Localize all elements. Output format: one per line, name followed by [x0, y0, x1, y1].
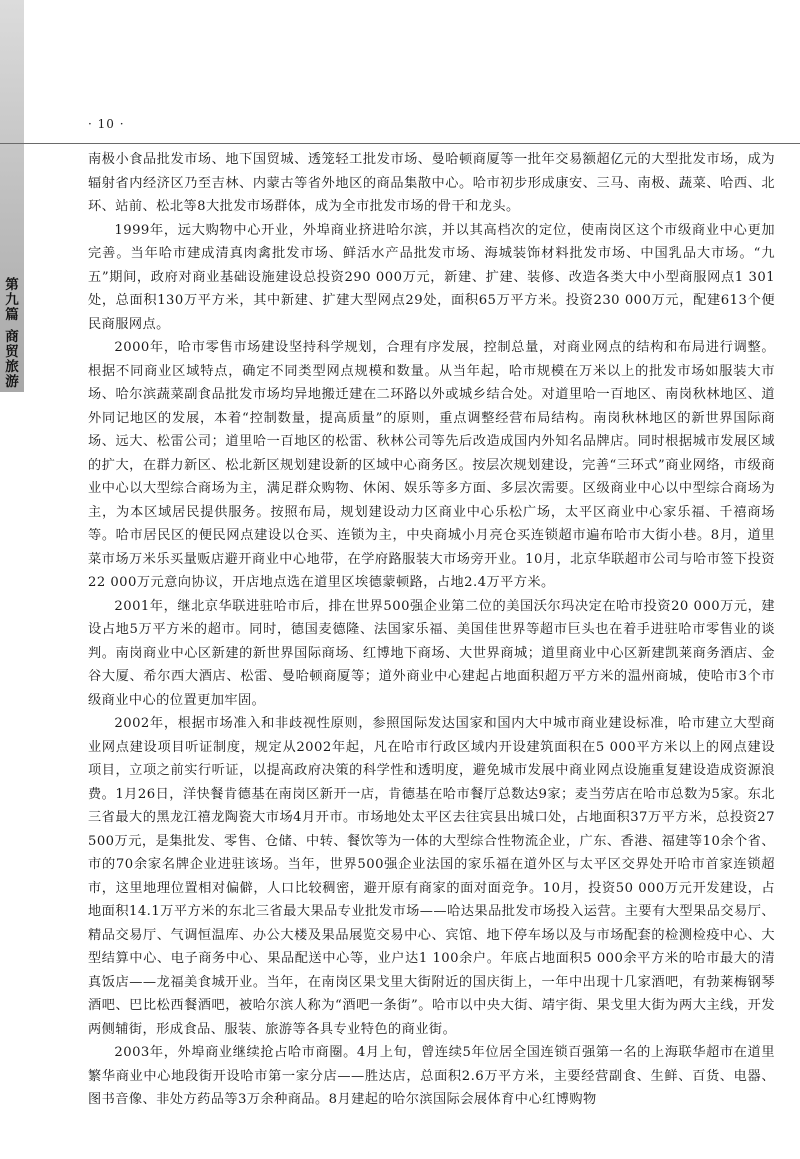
- header-divider: [0, 143, 800, 144]
- paragraph: 2001年，继北京华联进驻哈市后，排在世界500强企业第二位的美国沃尔玛决定在哈市投资20 000万元，建设占地5万平方米的超市。同时，德国麦德隆、法国家乐福、美国佳世界等超市巨头也在着手进驻哈市零售业的谈判。南岗商业中心区新建的新世界国际商场、红博地下商场、大世界商城；道里商业中心区新建凯莱商务酒店、金谷大厦、希尔西大酒店、松雷、曼哈顿商厦等；道外商业中心建起占地面积超万平方米的温州商城，使哈市3个市级商业中心的位置更加牢固。: [88, 598, 775, 708]
- paragraph: 2003年，外埠商业继续抢占哈市商圈。4月上旬，曾连续5年位居全国连锁百强第一名的上海联华超市在道里繁华商业中心地段街开设哈市第一家分店——胜达店，总面积2.6万平方米，主要经营副食、生鲜、百货、电器、图书音像、非处方药品等3万余种商品。8月建起的哈尔滨国际会展体育中心红博购物: [88, 1045, 775, 1107]
- paragraph: 2002年，根据市场准入和非歧视性原则，参照国际发达国家和国内大中城市商业建设标准，哈市建立大型商业网点建设项目听证制度，规定从2002年起，凡在哈市行政区域内开设建筑面积在5 000平方米以上的网点建设项目，立项之前实行听证，以提高政府决策的科学性和透明度，避免城市发展中商业网点设施重复建设造成资源浪费。1月26日，洋快餐肯德基在南岗区新开一店，肯德基在哈市餐厅总数达9家；麦当劳店在哈市总数为5家。东北三省最大的黑龙江禧龙陶瓷大市场4月开市。市场地处太平区去往宾县出城口处，占地面积37万平方米，总投资27 500万元，是集批发、零售、仓储、中转、餐饮等为一体的大型综合性物流企业，广东、香港、福建等10余个省、市的70余家名牌企业进驻该场。当年，世界500强企业法国的家乐福在道外区与太平区交界处开哈市首家连锁超市，这里地理位置相对偏僻，人口比较稠密，避开原有商家的面对面竞争。10月，投资50 000万元开发建设，占地面积14.1万平方米的东北三省最大果品专业批发市场——哈达果品批发市场投入运营。主要有大型果品交易厅、精品交易厅、气调恒温库、办公大楼及果品展览交易中心、宾馆、地下停车场以及与市场配套的检测检疫中心、大型结算中心、电子商务中心、果品配送中心等，业户达1 100余户。年底占地面积5 000余平方米的哈市最大的清真饭店——龙福美食城开业。当年，在南岗区果戈里大街附近的国庆街上，一年中出现十几家酒吧，有勃莱梅钢琴酒吧、巴比松西餐酒吧，被哈尔滨人称为“酒吧一条街”。哈市以中央大街、靖宇街、果戈里大街为两大主线，开发两侧辅街，形成食品、服装、旅游等各具专业特色的商业街。: [88, 716, 775, 1037]
- part-label: 第九篇: [5, 277, 19, 323]
- topic-label: 商贸旅游: [5, 329, 19, 390]
- chapter-side-tab: [0, 0, 24, 392]
- paragraph: 南极小食品批发市场、地下国贸城、透笼轻工批发市场、曼哈顿商厦等一批年交易额超亿元的大型批发市场，成为辐射省内经济区乃至吉林、内蒙古等省外地区的商品集散中心。哈市初步形成康安、三马、南极、蔬菜、哈西、北环、站前、松北等8大批发市场群体，成为全市批发市场的骨干和龙头。: [88, 152, 775, 214]
- page-number: · 10 ·: [88, 117, 125, 131]
- paragraph: 2000年，哈市零售市场建设坚持科学规划，合理有序发展，控制总量，对商业网点的结构和布局进行调整。根据不同商业区域特点，确定不同类型网点规模和数量。从当年起，哈市规模在万米以上的批发市场如服装大市场、哈尔滨蔬菜副食品批发市场均异地搬迁建在二环路以外或城乡结合处。对道里哈一百地区、南岗秋林地区、道外同记地区的发展，本着“控制数量，提高质量”的原则，重点调整经营布局结构。南岗秋林地区的新世界国际商场、远大、松雷公司；道里哈一百地区的松雷、秋林公司等先后改造成国内外知名品牌店。同时根据城市发展区域的扩大，在群力新区、松北新区规划建设新的区域中心商务区。按层次规划建设，完善“三环式”商业网络，市级商业中心以大型综合商场为主，满足群众购物、休闲、娱乐等多方面、多层次需要。区级商业中心以中型综合商场为主，为本区域居民提供服务。按照布局，规划建设动力区商业中心乐松广场，太平区商业中心家乐福、千禧商场等。哈市居民区的便民网点建设以仓买、连锁为主，中央商城小月亮仓买连锁超市遍布哈市大街小巷。8月，道里菜市场万米乐买量贩店避开商业中心地带，在学府路服装大市场旁开业。10月，北京华联超市公司与哈市签下投资22 000万元意向协议，开店地点选在道里区埃德蒙顿路，占地2.4万平方米。: [88, 340, 775, 590]
- paragraph: 1999年，远大购物中心开业，外埠商业挤进哈尔滨，并以其高档次的定位，使南岗区这个市级商业中心更加完善。当年哈市建成清真肉禽批发市场、鲜活水产品批发市场、海城装饰材料批发市场、中国乳品大市场。“九五”期间，政府对商业基础设施建设总投资290 000万元，新建、扩建、装修、改造各类大中小型商服网点1 301处，总面积130万平方米，其中新建、扩建大型网点29处，面积65万平方米。投资230 000万元，配建613个便民商服网点。: [88, 222, 775, 332]
- body-text: [88, 148, 775, 1112]
